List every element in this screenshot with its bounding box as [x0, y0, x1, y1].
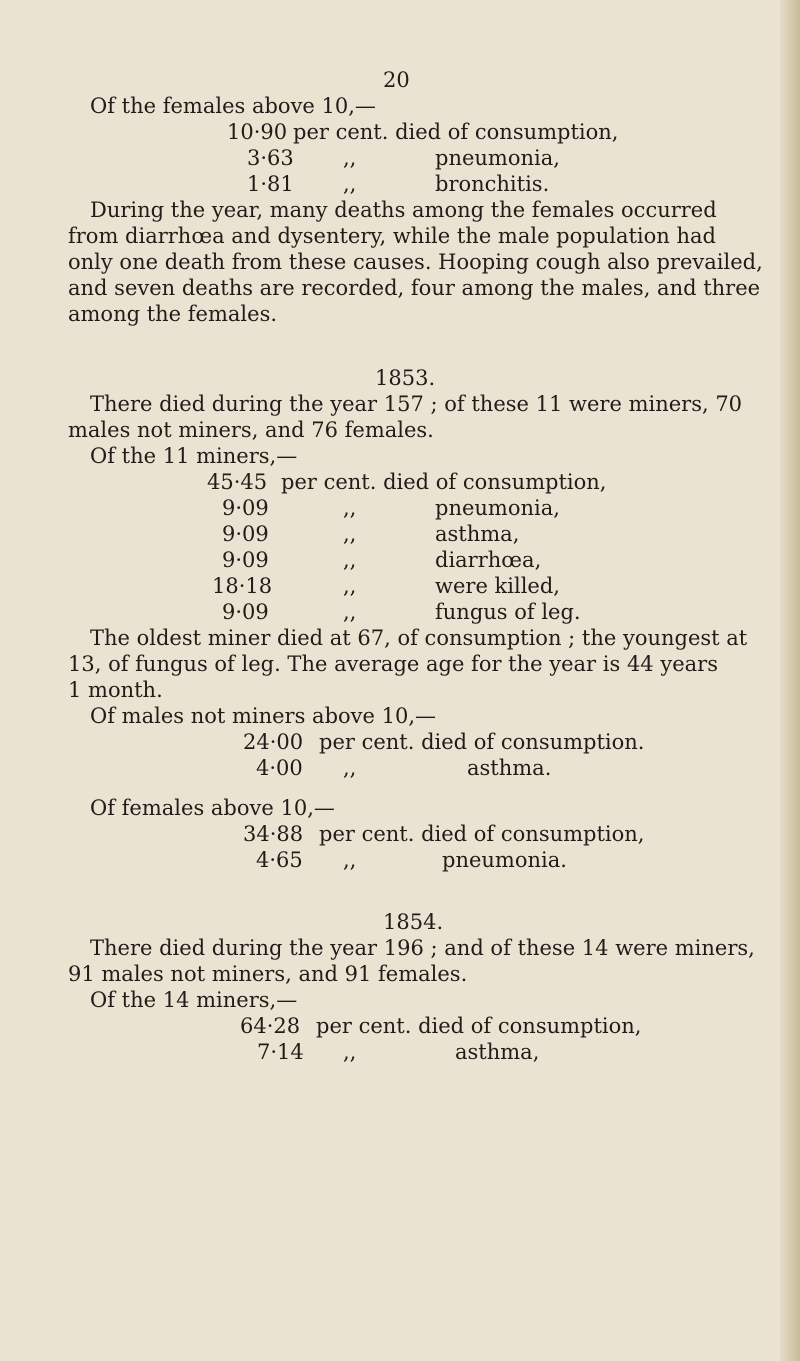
miner-percent: 64·28	[240, 1014, 301, 1038]
male-percent: 4·00	[256, 756, 303, 780]
paragraph-line: During the year, many deaths among the females occurred	[90, 198, 717, 222]
paragraph-line: The oldest miner died at 67, of consumption ; the youngest at	[90, 626, 748, 650]
cause-of-death: bronchitis.	[435, 172, 550, 196]
ditto-mark: ,,	[343, 496, 357, 520]
miner-percent: 9·09	[222, 548, 269, 572]
ditto-mark: ,,	[343, 146, 357, 170]
ditto-mark: ,,	[343, 1040, 357, 1064]
ditto-mark: ,,	[343, 172, 357, 196]
males-intro: Of males not miners above 10,—	[90, 704, 437, 728]
cause-of-death: asthma.	[467, 756, 552, 780]
cause-of-death: pneumonia,	[435, 496, 560, 520]
cause-of-death: diarrhœa,	[435, 548, 542, 572]
paragraph-line: only one death from these causes. Hooping cough also prevailed,	[68, 250, 763, 274]
female-percent: 34·88	[243, 822, 304, 846]
ditto-mark: ,,	[343, 600, 357, 624]
paragraph-line: and seven deaths are recorded, four among the males, and three	[68, 276, 761, 300]
females-intro: Of the females above 10,—	[90, 94, 376, 118]
miner-text: per cent. died of consumption,	[281, 470, 607, 494]
females-percent: 1·81	[247, 172, 294, 196]
page-number: 20	[383, 68, 410, 92]
miner-text: per cent. died of consumption,	[316, 1014, 642, 1038]
male-text: per cent. died of consumption.	[319, 730, 645, 754]
miners-intro: Of the 14 miners,—	[90, 988, 298, 1012]
cause-of-death: were killed,	[435, 574, 560, 598]
paragraph-line: from diarrhœa and dysentery, while the male population had	[68, 224, 716, 248]
females-percent: 3·63	[247, 146, 294, 170]
cause-of-death: asthma,	[455, 1040, 540, 1064]
summary-line: 91 males not miners, and 91 females.	[68, 962, 468, 986]
females-text: per cent. died of consumption,	[293, 120, 619, 144]
paragraph-line: 13, of fungus of leg. The average age for the year is 44 years	[68, 652, 718, 676]
ditto-mark: ,,	[343, 756, 357, 780]
ditto-mark: ,,	[343, 548, 357, 572]
miner-percent: 9·09	[222, 600, 269, 624]
page-edge-shadow	[780, 0, 800, 1361]
summary-line: There died during the year 196 ; and of these 14 were miners,	[90, 936, 755, 960]
females-percent: 10·90	[227, 120, 288, 144]
year-heading-1853: 1853.	[375, 366, 436, 390]
summary-line: males not miners, and 76 females.	[68, 418, 434, 442]
ditto-mark: ,,	[343, 522, 357, 546]
miner-percent: 9·09	[222, 496, 269, 520]
miner-percent: 18·18	[212, 574, 273, 598]
ditto-mark: ,,	[343, 574, 357, 598]
cause-of-death: fungus of leg.	[435, 600, 581, 624]
miners-intro: Of the 11 miners,—	[90, 444, 298, 468]
female-text: per cent. died of consumption,	[319, 822, 645, 846]
female-percent: 4·65	[256, 848, 303, 872]
miner-percent: 7·14	[257, 1040, 304, 1064]
miner-percent: 45·45	[207, 470, 268, 494]
females-intro: Of females above 10,—	[90, 796, 335, 820]
miner-percent: 9·09	[222, 522, 269, 546]
male-percent: 24·00	[243, 730, 304, 754]
cause-of-death: pneumonia.	[442, 848, 567, 872]
summary-line: There died during the year 157 ; of these 11 were miners, 70	[90, 392, 743, 416]
year-heading-1854: 1854.	[383, 910, 444, 934]
cause-of-death: pneumonia,	[435, 146, 560, 170]
paragraph-line: 1 month.	[68, 678, 163, 702]
cause-of-death: asthma,	[435, 522, 520, 546]
ditto-mark: ,,	[343, 848, 357, 872]
paragraph-line: among the females.	[68, 302, 278, 326]
